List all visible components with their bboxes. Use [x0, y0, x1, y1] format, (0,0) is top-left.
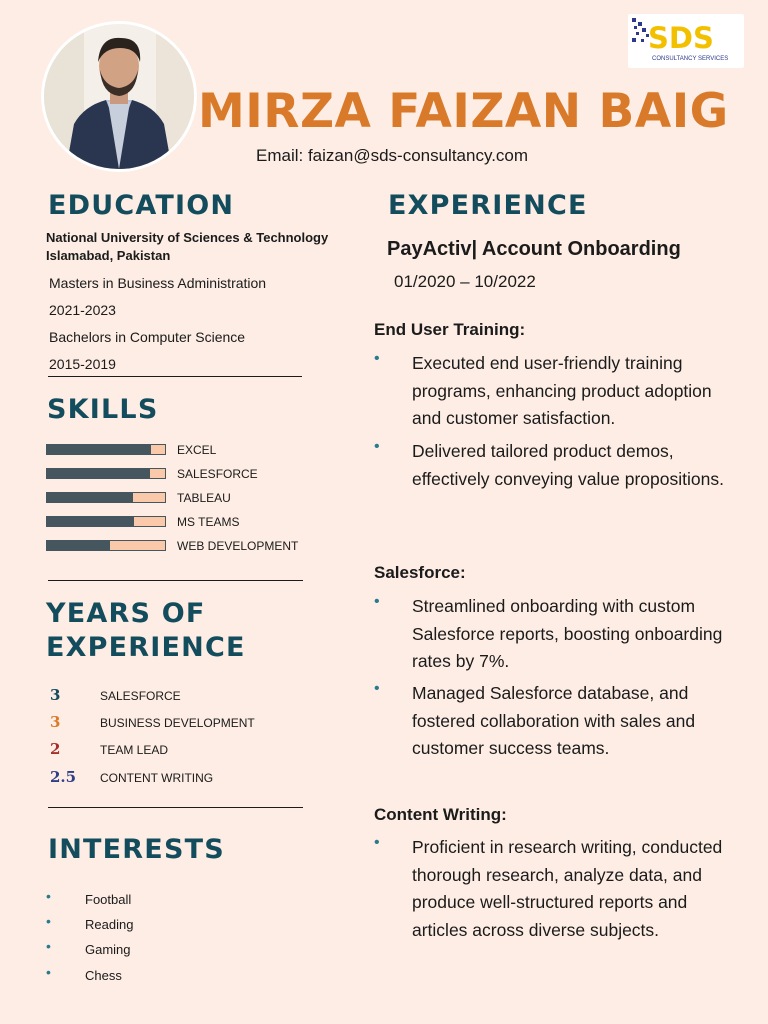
- job-dates: 01/2020 – 10/2022: [394, 272, 536, 291]
- skill-bar: [46, 468, 166, 479]
- education-divider: [48, 376, 302, 377]
- years-value-business-development: 3: [50, 713, 61, 731]
- degree-bachelors: Bachelors in Computer Science: [49, 329, 246, 345]
- interest-chess: Chess: [85, 968, 122, 983]
- experience-bullet: Managed Salesforce database, and fostered collaboration with sales and customer success teams.: [412, 683, 696, 758]
- bullet-icon: •: [46, 938, 51, 954]
- skill-label: SALESFORCE: [177, 467, 258, 481]
- skills-divider: [48, 580, 303, 581]
- bullet-icon: •: [46, 964, 51, 980]
- skill-bar-fill: [47, 517, 134, 526]
- skill-label: EXCEL: [177, 443, 217, 457]
- skill-label: WEB DEVELOPMENT: [177, 539, 299, 553]
- skill-bar-fill: [47, 493, 133, 502]
- education-heading: EDUCATION: [48, 190, 235, 221]
- years-value-team-lead: 2: [50, 740, 61, 758]
- experience-bullet: Proficient in research writing, conducted thorough research, analyze data, and produce well-structured reports and articles across diverse subjects.: [412, 837, 723, 940]
- years-value-content-writing: 2.5: [50, 768, 77, 786]
- interest-gaming: Gaming: [85, 942, 131, 957]
- bullet-icon: •: [374, 834, 380, 851]
- logo-text: SDS: [648, 21, 714, 55]
- education-school: [46, 229, 328, 265]
- skill-label: MS TEAMS: [177, 515, 240, 529]
- school-name: National University of Sciences & Technology: [46, 230, 329, 245]
- years-label-content-writing: CONTENT WRITING: [100, 771, 214, 785]
- bullet-icon: •: [374, 593, 380, 610]
- degree-masters: Masters in Business Administration: [49, 275, 267, 291]
- interest-football: Football: [85, 892, 132, 907]
- skill-bar-fill: [47, 469, 150, 478]
- experience-bullet: Executed end user-friendly training programs, enhancing product adoption and customer satisfaction.: [412, 353, 712, 428]
- skill-label: TABLEAU: [177, 491, 231, 505]
- experience-bullet: Streamlined onboarding with custom Salesforce reports, boosting onboarding rates by 7%.: [412, 596, 723, 671]
- email-address[interactable]: Email: faizan@sds-consultancy.com: [256, 146, 529, 165]
- bullet-icon: •: [374, 438, 380, 455]
- bullet-icon: •: [374, 350, 380, 367]
- skill-bar-fill: [47, 541, 110, 550]
- skill-bar: [46, 540, 166, 551]
- bullet-icon: •: [374, 680, 380, 697]
- bullet-icon: •: [46, 913, 51, 929]
- logo-subtext: CONSULTANCY SERVICES: [652, 56, 729, 62]
- skill-bar-fill: [47, 445, 151, 454]
- years-divider: [48, 807, 303, 808]
- years-label-team-lead: TEAM LEAD: [100, 743, 169, 757]
- bullet-icon: •: [46, 888, 51, 904]
- company-logo: [628, 14, 744, 68]
- years-label-business-development: BUSINESS DEVELOPMENT: [100, 716, 255, 730]
- interest-reading: Reading: [85, 917, 134, 932]
- section-heading-salesforce: Salesforce:: [374, 563, 466, 582]
- job-title: PayActiv| Account Onboarding: [387, 238, 681, 260]
- candidate-name: MIRZA FAIZAN BAIG: [198, 84, 729, 139]
- section-heading-end-user-training: End User Training:: [374, 320, 526, 339]
- experience-bullet: Delivered tailored product demos, effectively conveying value propositions.: [412, 441, 724, 489]
- interests-heading: INTERESTS: [48, 834, 225, 865]
- degree-bachelors-years: 2015-2019: [49, 356, 116, 372]
- school-location: Islamabad, Pakistan: [46, 248, 171, 263]
- degree-masters-years: 2021-2023: [49, 302, 116, 318]
- skill-bar: [46, 492, 166, 503]
- profile-photo: [44, 24, 194, 169]
- skills-heading: SKILLS: [47, 394, 159, 425]
- skill-bar: [46, 516, 166, 527]
- years-label-salesforce: SALESFORCE: [100, 689, 181, 703]
- years-value-salesforce: 3: [50, 686, 61, 704]
- years-heading-line1: YEARS OF: [46, 598, 206, 629]
- experience-heading: EXPERIENCE: [388, 190, 588, 221]
- years-heading-line2: EXPERIENCE: [46, 632, 246, 663]
- years-heading: [46, 597, 246, 665]
- skill-bar: [46, 444, 166, 455]
- section-heading-content-writing: Content Writing:: [374, 805, 507, 824]
